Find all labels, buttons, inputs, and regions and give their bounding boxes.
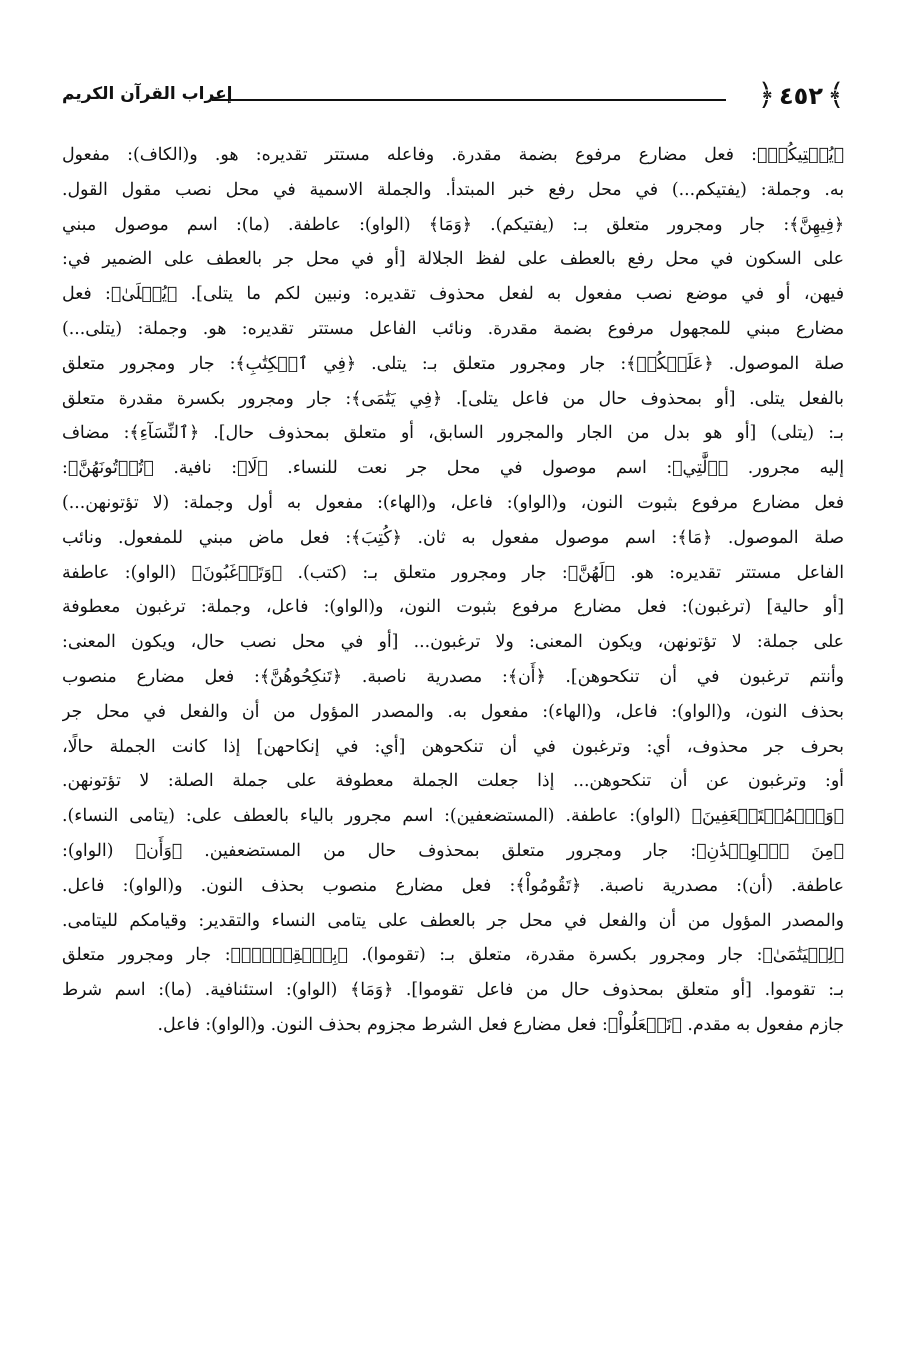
text-line: بـ: تقوموا. [أو متعلق بمحذوف حال من فاعل تقوموا]. ﴿وَمَا﴾ (الواو): استئنافية. (ما): اسم شرط bbox=[62, 980, 844, 1001]
text-line: صلة الموصول. ﴿عَلَيۡكُمۡ﴾: جار ومجرور متعلق بـ: يتلى. ﴿فِي ٱلۡكِتَٰبِ﴾: جار ومجرور متعلق bbox=[62, 353, 844, 374]
page-header bbox=[62, 74, 844, 122]
text-line: به. وجملة: (يفتيكم...) في محل رفع خبر المبتدأ. والجملة الاسمية في محل نصب مقول القول. bbox=[62, 179, 844, 200]
text-line: أو: وترغبون عن أن تنكحوهن... إذا جعلت الجملة معطوفة على جملة الصلة: لا تؤتونهن. bbox=[62, 771, 844, 792]
text-line: ﴿مِنَ ٱلۡوِلۡدَٰنِ﴾: جار ومجرور متعلق بمحذوف حال من المستضعفين. ﴿وَأَن﴾ (الواو): bbox=[62, 840, 844, 861]
text-line: على جملة: لا تؤتونهن، ويكون المعنى: ولا ترغبون... [أو في محل نصب حال، ويكون المعنى: bbox=[62, 632, 844, 653]
text-line: على السكون في محل رفع بالعطف على لفظ الجلالة [أو في محل جر بالعطف على الضمير في: bbox=[62, 249, 844, 270]
body-text bbox=[62, 138, 844, 1043]
text-line: فعل مضارع مرفوع بثبوت النون، و(الواو): فاعل، و(الهاء): مفعول به أول وجملة: (لا تؤتونهن...) bbox=[62, 492, 844, 513]
text-line: الفاعل مستتر تقديره: هو. ﴿لَهُنَّ﴾: جار ومجرور متعلق بـ: (كتب). ﴿وَتَرۡغَبُونَ﴾ (الواو): عاطفة bbox=[62, 562, 844, 583]
text-line: بحذف النون، و(الواو): فاعل، و(الهاء): مفعول به. والمصدر المؤول من أن والفعل في محل جر bbox=[62, 701, 844, 722]
text-line: ﴿لِلۡيَتَٰمَىٰ﴾: جار ومجرور بكسرة مقدرة، متعلق بـ: (تقوموا). ﴿بِٱلۡقِسۡطِۚ﴾: جار ومجرور متعلق bbox=[62, 945, 844, 966]
text-line: ﴿يُفۡتِيكُمۡ﴾: فعل مضارع مرفوع بضمة مقدرة. وفاعله مستتر تقديره: هو. و(الكاف): مفعول bbox=[62, 145, 844, 165]
page-number-value: ٤٥٢ bbox=[779, 82, 823, 110]
text-line: عاطفة. (أن): مصدرية ناصبة. ﴿تَقُومُواْ﴾: فعل مضارع منصوب بحذف النون. و(الواو): فاعل. bbox=[62, 875, 844, 896]
page-number-bracket-right: ﴾ bbox=[826, 78, 845, 113]
text-line: بـ: (يتلى) [أو هو بدل من الجار والمجرور السابق، أو متعلق بمحذوف حال]. ﴿ٱلنِّسَآءِ﴾: مضاف bbox=[62, 423, 844, 444]
book-page bbox=[62, 74, 844, 1304]
book-title: إعراب القرآن الكريم bbox=[62, 84, 233, 104]
text-line: مضارع مبني للمجهول مرفوع بضمة مقدرة. ونائب الفاعل مستتر تقديره: هو. وجملة: (يتلى...) bbox=[62, 318, 844, 339]
text-line: ﴿فِيهِنَّ﴾: جار ومجرور متعلق بـ: (يفتيكم). ﴿وَمَا﴾ (الواو): عاطفة. (ما): اسم موصول مبني bbox=[62, 214, 844, 235]
text-line: ﴿وَٱلۡمُسۡتَضۡعَفِينَ﴾ (الواو): عاطفة. (المستضعفين): اسم مجرور بالياء بالعطف على: (يتامى النساء). bbox=[62, 806, 844, 827]
text-line: صلة الموصول. ﴿مَا﴾: اسم موصول مفعول به ثان. ﴿كُتِبَ﴾: فعل ماض مبني للمفعول. ونائب bbox=[62, 527, 844, 548]
header-rule bbox=[212, 99, 726, 101]
page-number-bracket-left: ﴿ bbox=[757, 78, 776, 113]
text-line: بحرف جر محذوف، أي: وترغبون في أن تنكحوهن [أي: في إنكاحهن] إذا كانت الجملة حالًا، bbox=[62, 736, 844, 757]
page-number bbox=[758, 76, 844, 116]
text-line: والمصدر المؤول من أن والفعل في محل جر بالعطف على يتامى النساء والتقدير: وقيامكم لليتامى. bbox=[62, 910, 844, 931]
text-line: [أو حالية] (ترغبون): فعل مضارع مرفوع بثبوت النون، و(الواو): فاعل، وجملة: ترغبون معطوفة bbox=[62, 597, 844, 618]
text-line: إليه مجرور. ﴿ٱلَّٰتِي﴾: اسم موصول في محل جر نعت للنساء. ﴿لَا﴾: نافية. ﴿تُؤۡتُونَهُنَّ﴾: bbox=[62, 458, 844, 479]
text-line: فيهن، أو في موضع نصب مفعول به لفعل محذوف تقديره: ونبين لكم ما يتلى]. ﴿يُتۡلَىٰ﴾: فعل bbox=[62, 284, 844, 305]
text-line: وأنتم ترغبون في أن تنكحوهن]. ﴿أَن﴾: مصدرية ناصبة. ﴿تَنكِحُوهُنَّ﴾: فعل مضارع منصوب bbox=[62, 666, 844, 687]
text-line: جازم مفعول به مقدم. ﴿تَفۡعَلُواْ﴾: فعل مضارع فعل الشرط مجزوم بحذف النون. و(الواو): فاعل. bbox=[157, 1014, 844, 1035]
text-line: بالفعل يتلى. [أو بمحذوف حال من فاعل يتلى]. ﴿فِي يَتَٰمَى﴾: جار ومجرور بكسرة مقدرة متعلق bbox=[62, 388, 844, 409]
